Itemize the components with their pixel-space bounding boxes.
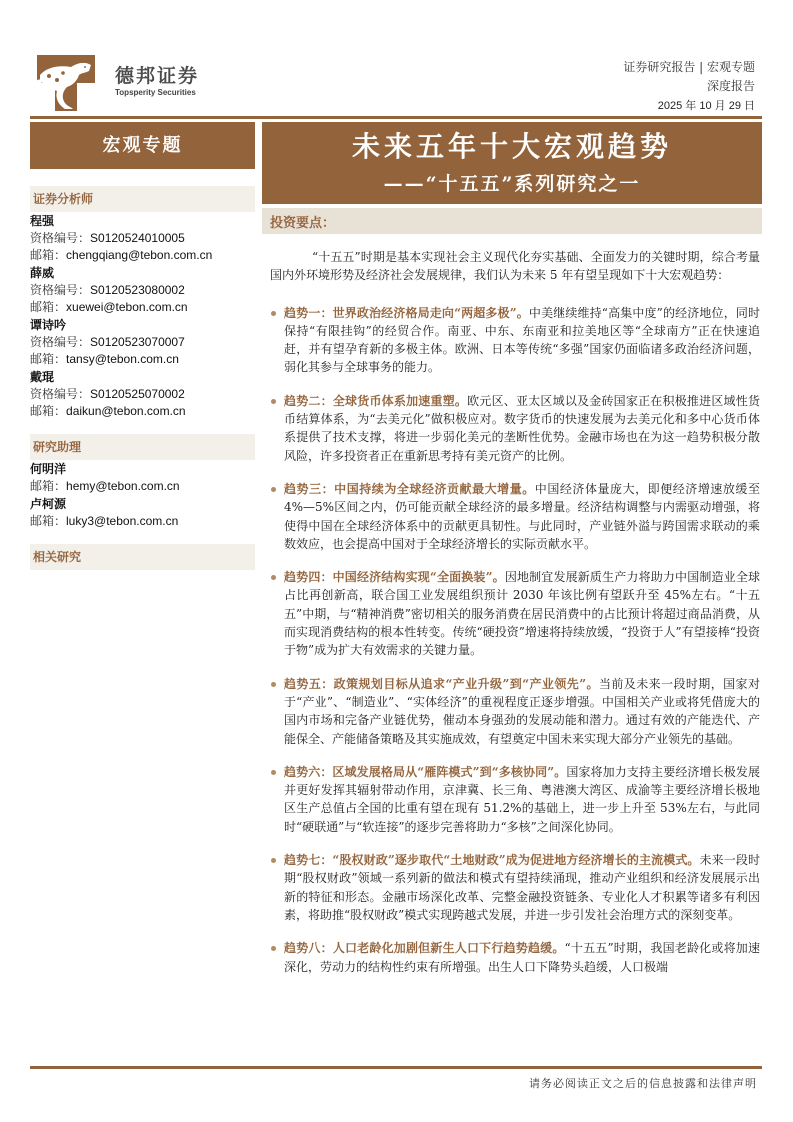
related-research-heading: 相关研究 xyxy=(30,544,255,570)
bullet-icon xyxy=(271,682,276,687)
trend-item xyxy=(270,763,760,836)
key-points-bar xyxy=(262,208,762,234)
email-label: 邮箱： xyxy=(30,300,67,314)
trend-item xyxy=(270,939,760,976)
email-label: 邮箱： xyxy=(30,352,67,366)
assistant-entry xyxy=(30,461,255,495)
email-label: 邮箱： xyxy=(30,514,67,528)
email-link[interactable]: luky3@tebon.com.cn xyxy=(66,514,179,528)
analyst-entry xyxy=(30,369,255,420)
report-subtype: 深度报告 xyxy=(706,79,755,93)
trend-body: 中国经济体量庞大，即便经济增速放缓至 4%—5%区间之内，仍可能贡献全球经济的最多增量。经济结构调整与内需驱动增强，将使得中国在全球经济体系中的贡献更具韧性。与此同时，产业链外溢与跨国需求联动的乘数效应，也会提高中国对于全球经济增长的实际贡献水平。 xyxy=(284,481,760,551)
analyst-name: 戴琨 xyxy=(30,370,55,384)
report-meta xyxy=(623,58,755,115)
bullet-icon xyxy=(271,575,276,580)
report-title-box xyxy=(262,122,762,204)
trend-heading: 趋势四：中国经济结构实现“全面换装”。 xyxy=(284,570,505,585)
license-label: 资格编号： xyxy=(30,231,91,245)
trend-body: “十五五”时期，我国老龄化或将加速深化，劳动力的结构性约束有所增强。出生人口下降势头趋缓，人口极端 xyxy=(284,941,760,974)
email-label: 邮箱： xyxy=(30,404,67,418)
bullet-icon xyxy=(271,487,276,492)
company-logo-icon xyxy=(37,55,95,111)
assistants-heading: 研究助理 xyxy=(30,434,255,460)
analysts-heading: 证券分析师 xyxy=(30,186,255,212)
email-link[interactable]: xuewei@tebon.com.cn xyxy=(66,300,188,314)
license-number: S0120525070002 xyxy=(90,387,185,401)
analyst-entry xyxy=(30,265,255,316)
email-link[interactable]: daikun@tebon.com.cn xyxy=(66,404,186,418)
trend-item xyxy=(270,480,760,553)
trend-item xyxy=(270,568,760,659)
bullet-icon xyxy=(271,858,276,863)
intro-paragraph: “十五五”时期是基本实现社会主义现代化夯实基础、全面发力的关键时期，综合考量国内外环境形势及经济社会发展规律，我们认为未来 5 年有望呈现如下十大宏观趋势： xyxy=(270,250,760,283)
assistant-name: 何明洋 xyxy=(30,462,67,476)
report-type: 证券研究报告 | 宏观专题 xyxy=(623,60,755,74)
page-subtitle: ——“十五五”系列研究之一 xyxy=(383,173,641,195)
assistant-name: 卢柯源 xyxy=(30,497,67,511)
trend-body: 因地制宜发展新质生产力将助力中国制造业全球占比再创新高，联合国工业发展组织预计 2030 年该比例有望跃升至 45%左右。“十五五”中期，与“精神消费”密切相关的服务消费在居民消费中的占比预计将超过商品消费，从而实现消费结构的根本性转变。传统“硬投资”增速将持续放缓，“投资于人”有望接棒“投资于物”成为扩大有效需求的关键力量。 xyxy=(284,570,760,658)
license-label: 资格编号： xyxy=(30,387,91,401)
company-wordmark xyxy=(115,66,199,98)
bullet-icon xyxy=(271,311,276,316)
sidebar xyxy=(30,186,255,570)
trend-item xyxy=(270,392,760,465)
bullet-icon xyxy=(271,399,276,404)
trend-heading: 趋势六：区域发展格局从“雁阵模式”到“多核协同”。 xyxy=(284,764,567,779)
analyst-name: 谭诗吟 xyxy=(30,318,67,332)
trend-heading: 趋势八：人口老龄化加剧但新生人口下行趋势趋缓。 xyxy=(284,941,565,956)
license-label: 资格编号： xyxy=(30,283,91,297)
footer-divider xyxy=(30,1066,762,1069)
trend-heading: 趋势七：“股权财政”逐步取代“土地财政”成为促进地方经济增长的主流模式。 xyxy=(284,853,700,868)
trend-heading: 趋势三：中国持续为全球经济贡献最大增量。 xyxy=(284,481,535,496)
trend-body: 国家将加力支持主要经济增长极发展并更好发挥其辐射带动作用，京津冀、长三角、粤港澳大湾区、成渝等主要经济增长极地区生产总值占全国的比重有望在现有 51.2%的基础上，进一步上升至 53%左右，与此同时“硬联通”与“软连接”的逐步完善将助力“多核”之间深化协同。 xyxy=(284,764,760,834)
trend-body: 当前及未来一段时期，国家对于“产业”、“制造业”、“实体经济”的重视程度正逐步增强。中国相关产业或将凭借庞大的国内市场和完备产业链优势，催动本身强劲的发展动能和潜力。通过有效的产能迭代、产能保全、产能储备策略及其实施成效，有望奠定中国未来实现大部分产业领先的基础。 xyxy=(284,676,760,746)
logo-chinese-name: 德邦证券 xyxy=(115,65,200,87)
license-number: S0120523080002 xyxy=(90,283,185,297)
email-label: 邮箱： xyxy=(30,479,67,493)
report-date: 2025 年 10 月 29 日 xyxy=(657,100,755,112)
bullet-icon xyxy=(271,770,276,775)
license-label: 资格编号： xyxy=(30,335,91,349)
license-number: S0120523070007 xyxy=(90,335,185,349)
trend-body: 欧元区、亚太区域以及金砖国家正在积极推进区域性货币结算体系，为“去美元化”做积极应对。数字货币的快速发展为去美元化和多中心货币体系提供了技术支撑，将进一步弱化美元的垄断性优势。金融市场也在为这一趋势积极分散风险，许多投资者正在重新思考持有美元资产的比例。 xyxy=(284,393,760,463)
trend-item xyxy=(270,851,760,924)
trend-heading: 趋势一：世界政治经济格局走向“两超多极”。 xyxy=(284,305,529,320)
email-link[interactable]: chengqiang@tebon.com.cn xyxy=(66,248,213,262)
analyst-entry xyxy=(30,213,255,264)
analyst-name: 薛威 xyxy=(30,266,55,280)
key-points-label: 投资要点： xyxy=(270,216,336,231)
trend-heading: 趋势五：政策规划目标从追求“产业升级”到“产业领先”。 xyxy=(284,676,599,691)
email-label: 邮箱： xyxy=(30,248,67,262)
license-number: S0120524010005 xyxy=(90,231,185,245)
report-body xyxy=(270,248,760,991)
trend-body: 未来一段时期“股权财政”领域一系列新的做法和模式有望持续涌现，推动产业组织和经济发展展示出新的特征和形态。金融市场深化改革、完整金融投资链条、专业化人才积累等诸多有利因素，将助推“股权财政”模式实现跨越式发展，并进一步引发社会治理方式的深刻变革。 xyxy=(284,853,760,922)
assistant-entry xyxy=(30,496,255,530)
trend-body: 中美继续维持“高集中度”的经济地位，同时保持“有限挂钩”的经贸合作。南亚、中东、东南亚和拉美地区等“全球南方”正在快速追赶，并有望孕育新的多极主体。欧洲、日本等传统“多强”国家仍面临诸多政治经济问题，弱化其参与全球事务的能力。 xyxy=(284,305,760,375)
page-title: 未来五年十大宏观趋势 xyxy=(351,130,672,163)
analyst-name: 程强 xyxy=(30,214,55,228)
email-link[interactable]: hemy@tebon.com.cn xyxy=(66,479,180,493)
analyst-entry xyxy=(30,317,255,368)
trend-heading: 趋势二：全球货币体系加速重塑。 xyxy=(284,393,468,408)
legal-disclaimer-link: 请务必阅读正文之后的信息披露和法律声明 xyxy=(529,1077,757,1090)
sidebar-banner: 宏观专题 xyxy=(30,122,255,169)
trend-item xyxy=(270,675,760,748)
trend-item xyxy=(270,304,760,377)
logo-english-name: Topsperity Securities xyxy=(115,88,196,97)
header-divider xyxy=(30,116,762,119)
email-link[interactable]: tansy@tebon.com.cn xyxy=(66,352,179,366)
bullet-icon xyxy=(271,946,276,951)
